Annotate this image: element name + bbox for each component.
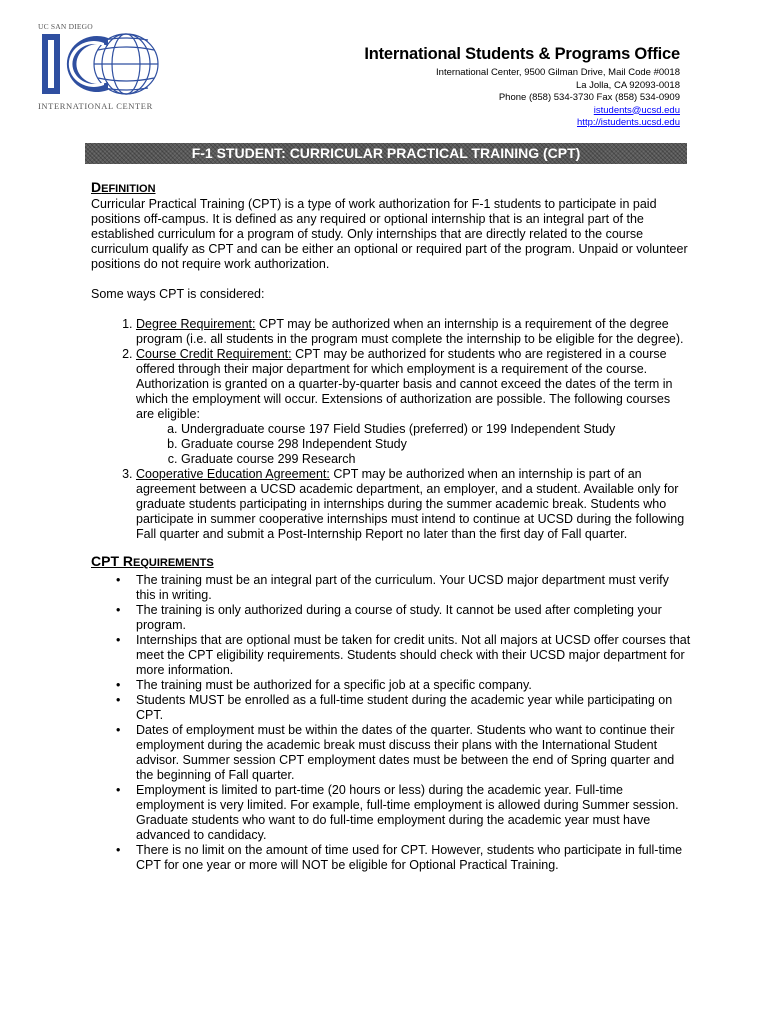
uc-san-diego-logo <box>38 22 178 114</box>
way-text: CPT may be authorized when an internship is a requirement of the degree program (i.e. all students in the program must complete the internship to be eligible for the degree). <box>136 317 684 346</box>
list-item: • There is no limit on the amount of time used for CPT. However, students who participate in full-time CPT for one year or more will NOT be eligible for Optional Practical Training. <box>136 843 691 873</box>
definition-paragraph: Curricular Practical Training (CPT) is a type of work authorization for F-1 students to participate in paid positions off-campus. It is defined as any required or optional internship that is an integral part of the established curriculum for a program of study. Only internships that are directly related to the course curriculum qualify as CPT and can be either an optional or required part of the program. Unpaid or volunteer positions do not require work authorization. <box>91 197 688 271</box>
logo-bottom-text: INTERNATIONAL CENTER <box>38 101 153 111</box>
way-label: Cooperative Education Agreement: <box>136 467 330 481</box>
list-item: • The training must be authorized for a specific job at a specific company. <box>136 678 691 693</box>
ways-intro: Some ways CPT is considered: <box>91 287 265 301</box>
list-item: a. Undergraduate course 197 Field Studies (preferred) or 199 Independent Study <box>181 422 691 437</box>
list-item <box>136 347 691 467</box>
list-item: • Employment is limited to part-time (20 hours or less) during the academic year. Full-time employment is very limited. For example, full-time employment is allowed during Summer session. Graduate students who want to do full-time employment during the academic year must have advanced to candidacy. <box>136 783 691 843</box>
ways-list <box>91 317 691 542</box>
list-item: • The training is only authorized during a course of study. It cannot be used after completing your program. <box>136 603 691 633</box>
way-text: CPT may be authorized for students who are registered in a course offered through their major department for which employment is a requirement of the course. Authorization is granted on a quarter-by-quarter basis and cannot exceed the dates of the term in which the employment will occur. Extensions of authorization are possible. The following courses are eligible: <box>136 347 673 421</box>
page-title-bar <box>85 143 687 164</box>
requirements-heading-initial: CPT R <box>91 553 133 569</box>
logo-top-text: UC SAN DIEGO <box>38 22 93 31</box>
office-header <box>364 45 680 130</box>
list-item <box>136 467 691 542</box>
office-phone: Phone (858) 534-3730 Fax (858) 534-0909 <box>498 92 680 103</box>
page-title: F-1 STUDENT: CURRICULAR PRACTICAL TRAINING (CPT) <box>191 145 581 161</box>
office-title: International Students & Programs Office <box>364 45 680 63</box>
list-item: b. Graduate course 298 Independent Study <box>181 437 691 452</box>
way-text: CPT may be authorized when an internship is part of an agreement between a UCSD academic department, an employer, and a student. Available only for graduate students participating in internships during the summer academic break. Students who participate in summer cooperative internships must intend to continue at UCSD during the following Fall quarter and submit a Post-Internship Report no later than the first day of Fall quarter. <box>136 467 685 541</box>
requirements-heading <box>91 554 691 571</box>
eligible-courses-list <box>136 422 691 467</box>
office-website-link[interactable]: http://istudents.ucsd.edu <box>577 117 680 128</box>
requirements-heading-rest: EQUIREMENTS <box>133 557 214 569</box>
list-item: • Internships that are optional must be taken for credit units. Not all majors at UCSD offer courses that meet the CPT eligibility requirements. Students should check with their UCSD major department for more information. <box>136 633 691 678</box>
list-item: • The training must be an integral part of the curriculum. Your UCSD major department must verify this in writing. <box>136 573 691 603</box>
definition-heading-rest: EFINITION <box>101 183 156 195</box>
way-label: Degree Requirement: <box>136 317 256 331</box>
office-email-link[interactable]: istudents@ucsd.edu <box>593 104 680 116</box>
definition-heading <box>91 180 691 197</box>
way-label: Course Credit Requirement: <box>136 347 292 361</box>
list-item: • Dates of employment must be within the dates of the quarter. Students who want to continue their employment during the academic break must discuss their plans with the International Student advisor. Summer session CPT employment dates must be between the end of Spring quarter and the beginning of Fall quarter. <box>136 723 691 783</box>
office-city: La Jolla, CA 92093-0018 <box>575 79 680 91</box>
document-body <box>91 180 691 873</box>
list-item: c. Graduate course 299 Research <box>181 452 691 467</box>
requirements-list <box>91 573 691 873</box>
list-item <box>136 317 691 347</box>
ic-globe-emblem <box>38 30 168 102</box>
office-address: International Center, 9500 Gilman Drive, Mail Code #0018 <box>436 67 680 78</box>
definition-heading-initial: D <box>91 179 102 195</box>
list-item: • Students MUST be enrolled as a full-time student during the academic year while participating on CPT. <box>136 693 691 723</box>
